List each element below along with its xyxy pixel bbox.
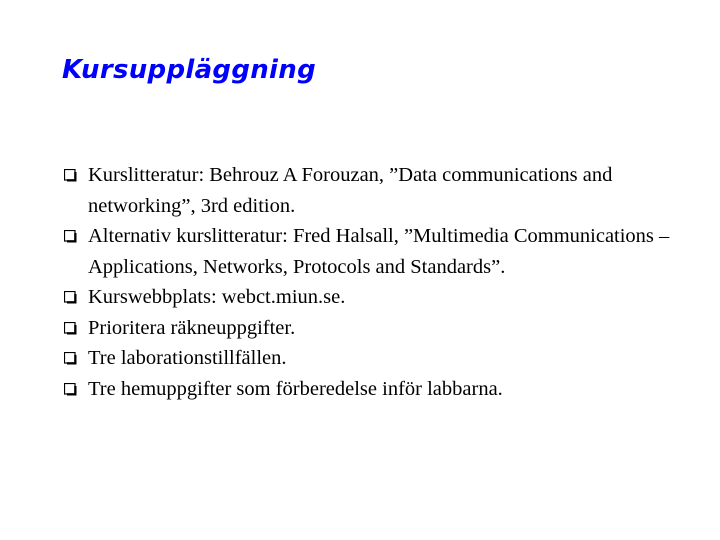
checkbox-square-icon: [64, 169, 77, 182]
bullet-list: [63, 160, 673, 404]
checkbox-square-icon: [64, 383, 77, 396]
bullet-text: Kurslitteratur: Behrouz A Forouzan, ”Data communications and networking”, 3rd edition.: [88, 164, 613, 217]
list-item: [63, 282, 673, 313]
checkbox-square-icon: [64, 230, 77, 243]
checkbox-square-icon: [64, 291, 77, 304]
list-item: [63, 160, 673, 221]
bullet-text: Alternativ kurslitteratur: Fred Halsall, ”Multimedia Communications – Applications, Networks, Protocols and Standards”.: [88, 225, 670, 278]
checkbox-square-icon: [64, 322, 77, 335]
bullet-text: Kurswebbplats: webct.miun.se.: [88, 286, 346, 308]
bullet-text: Tre hemuppgifter som förberedelse inför labbarna.: [88, 377, 503, 400]
list-item: [63, 313, 673, 344]
bullet-text: Tre laborationstillfällen.: [88, 347, 287, 369]
slide-title: Kursuppläggning: [62, 55, 316, 85]
list-item: [63, 343, 673, 374]
list-item: [63, 374, 673, 405]
bullet-text: Prioritera räkneuppgifter.: [88, 316, 296, 339]
checkbox-square-icon: [64, 352, 77, 365]
list-item: [63, 221, 673, 282]
